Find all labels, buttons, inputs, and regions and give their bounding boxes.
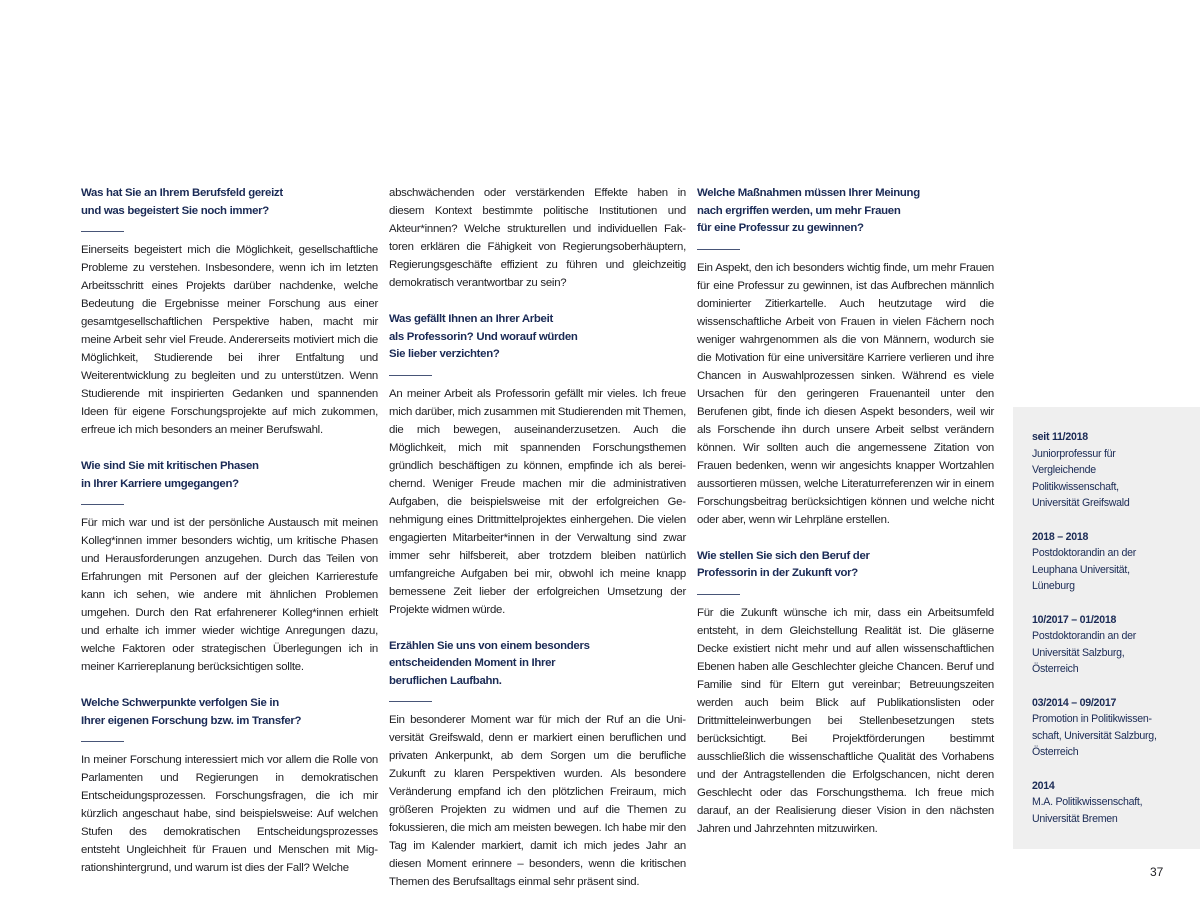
cv-line: Postdoktorandin an der [1032,547,1137,559]
question-heading: Was gefällt Ihnen an Ihrer Arbeit als Professorin? Und worauf würden Sie lieber verzichten? [389,313,578,360]
cv-line: Promotion in Politikwissen- [1032,713,1152,725]
cv-line: Politikwissenschaft, [1032,480,1119,493]
qa-block [389,638,686,892]
cv-line: Leuphana Universität, [1032,563,1130,576]
cv-date: 03/2014 – 09/2017 [1032,696,1117,709]
answer-paragraph: Ein Aspekt, den ich besonders wichtig finde, um mehr Frauen für eine Professur zu gewinnen, ist das Aufbrechen männlich dominierter Zitierkartelle. Auch heutzutage wird die wissenschaftliche Arbeit von Frauen in vielen Fächern noch weniger wahrgenommen als die von Männern, wodurch sie die Motivation für eine universitäre Karriere verlieren und ihre Chancen in Auswahlprozessen sinken. Während es viele Ursachen für den geringeren Frauenanteil unter den Berufenen gibt, finde ich diesen Aspekt besonders, weil wir als Forschende ihn durch unsere Arbeit selbst verändern können. Wir sollten auch die angemessene Zitation von Frauen bedenken, wenn wir angesichts knapper Wortzahlen aussortieren müssen, welche Literaturreferenzen wir in einem Forschungsbeitrag berücksichtigen können und welche nicht oder aber, wenn wir Lehrpläne erstellen. [697,261,994,526]
qa-block [81,185,378,439]
cv-line: M.A. Politikwissenschaft, [1032,796,1143,808]
divider-rule [81,504,124,505]
cv-line: Österreich [1032,663,1079,675]
divider-rule [389,375,432,376]
question-heading: Wie sind Sie mit kritischen Phasen in Ihrer Karriere umgegangen? [81,460,259,490]
cv-line: Universität Salzburg, [1032,646,1125,659]
question-heading: Wie stellen Sie sich den Beruf der Professorin in der Zukunft vor? [697,549,870,579]
column-2 [389,184,686,910]
column-1 [81,185,378,896]
cv-entry [1032,529,1192,595]
continued-paragraph: abschwächenden oder verstärkenden Effekte haben in diesem Kontext bestimmte politische Institutionen und Akteur*innen? Welche strukturellen und individuellen Faktoren erklären die Fähigkeit von Regierungsoberhäuptern, Regierungsgeschäfte effizient zu führen und gleichzeitig demokratisch verantwortbar zu sein? [389,187,686,289]
question-heading: Was hat Sie an Ihrem Berufsfeld gereizt und was begeistert Sie noch immer? [81,187,283,217]
qa-block [81,695,378,877]
cv-line: Österreich [1032,746,1079,758]
divider-rule [81,231,124,232]
page-number: 37 [1150,865,1164,879]
answer-paragraph: Ein besonderer Moment war für mich der Ruf an die Universität Greifswald, denn er markiert einen beruflichen und privaten Ankerpunkt, ab dem Sorgen um die berufliche Zukunft zu klaren Perspektiven wurden. Als besondere Veränderung empfand ich den plötzlichen Freiraum, mich größeren Projekten zu widmen und auf die Themen zu fokussieren, die mich am meisten bewegen. Ich habe mir den Tag im Kalender markiert, damit ich mich jedes Jahr an diesen Moment erinnere – besonders, wenn die kritischen Themen des Berufsalltags einmal sehr präsent sind. [389,714,686,888]
qa-block [81,458,378,676]
column-3 [697,185,994,857]
question-heading: Welche Maßnahmen müssen Ihrer Meinung nach ergriffen werden, um mehr Frauen für eine Professur zu gewinnen? [697,187,920,234]
answer-paragraph: Für mich war und ist der persönliche Austausch mit meinen Kolleg*innen immer besonders wichtig, um kritische Phasen und Herausforderungen anzugehen. Durch das Teilen von Erfahrungen mit Personen auf der gleichen Karrierestufe kann ich sehen, wie andere mit ähnlichen Problemen umgehen. Durch den Rat erfahrenerer Kolleg*innen erhielt und erhalte ich immer wieder wichtige Anregungen dazu, welche Faktoren oder strategischen Überlegungen ich in meiner Karriereplanung berücksichtigen sollte. [81,517,378,673]
cv-date: 2014 [1032,779,1055,792]
divider-rule [697,249,740,250]
cv-entry [1032,429,1192,512]
answer-paragraph: Für die Zukunft wünsche ich mir, dass ein Arbeitsumfeld entsteht, in dem Gleichstellung Realität ist. Die gläserne Decke existiert nicht mehr und auf allen wissenschaftlichen Ebenen haben alle Geschlechter gleiche Chancen. Beruf und Familie sind für Eltern gut vereinbar; Betreuungszeiten werden auch beim Blick auf Publikationslisten oder Drittmitteleinwerbungen bei Stellenbesetzungen stets berücksichtigt. Bei Projektförderungen bestimmt ausschließlich die wissenschaftliche Qualität des Vorhabens und der Antragstellenden die Erfolgschancen, nicht deren Geschlecht oder das Forschungsthema. Ich freue mich darauf, an der Realisierung dieser Vision in den nächsten Jahren und Jahrzehnten mitzuwirken. [697,606,994,835]
cv-line: Lüneburg [1032,580,1075,592]
answer-paragraph: In meiner Forschung interessiert mich vor allem die Rolle von Parlamenten und Regierungen in demokratischen Entscheidungsprozessen. Forschungsfragen, die ich mir kürzlich angeschaut habe, sind beispielsweise: Auf welchen Stufen des demokratischen Entscheidungsprozesses entsteht Ungleichheit für Frauen und Menschen mit Migrationshintergrund, und warum ist dies der Fall? Welche [81,754,378,874]
cv-line: Vergleichende [1032,464,1096,476]
cv-line: schaft, Universität Salzburg, [1032,729,1157,742]
cv-date: 2018 – 2018 [1032,530,1089,543]
cv-entry [1032,695,1192,761]
question-heading: Welche Schwerpunkte verfolgen Sie in Ihrer eigenen Forschung bzw. im Transfer? [81,697,302,727]
answer-paragraph: Einerseits begeistert mich die Möglichkeit, gesellschaftliche Probleme zu verstehen. Insbesondere, wenn ich im letzten Arbeitsschritt eines Projekts darüber nachdenke, welche Bedeutung die Ergebnisse meiner Forschung aus einer gesamtgesellschaftlichen Perspektive haben, macht mir meine Arbeit sehr viel Freude. Andererseits motiviert mich die Möglichkeit, Studierende bei ihrer Entfaltung und Weiterentwicklung zu begleiten und zu unterstützen. Wenn Studierende mit inspirierten Gedanken und spannenden Ideen für eigene Forschungsprojekte auf mich zukommen, erfreue ich mich besonders an meiner Berufswahl. [81,244,378,436]
cv-line: Universität Greifswald [1032,497,1130,509]
divider-rule [697,594,740,595]
cv-line: Postdoktorandin an der [1032,630,1137,642]
answer-paragraph: An meiner Arbeit als Professorin gefällt mir vieles. Ich freue mich darüber, mich zusammen mit Studierenden mit Themen, die mich bewegen, auseinanderzusetzen. Auch die Möglichkeit, mich mit spannenden Forschungsthemen gründlich beschäftigen zu können, empfinde ich als bereichernd. Weniger Freude machen mir die administrativen Aufgaben, die beispielsweise mit der erfolgreichen Genehmigung eines Drittmittelprojektes einhergehen. Die vielen engagierten Mitarbeiter*innen in der Verwaltung sind zwar immer sehr hilfsbereit, aber trotzdem bleiben natürlich umfangreiche Aufgaben bei mir, obwohl ich meine knapp bemessene Zeit lieber der erfolgreichen Umsetzung der Projekte widmen würde. [389,387,686,616]
divider-rule [81,741,124,742]
cv-line: Juniorprofessur für [1032,447,1116,460]
qa-block [389,311,686,619]
divider-rule [389,701,432,702]
question-heading: Erzählen Sie uns von einem besonders entscheidenden Moment in Ihrer beruflichen Laufbahn. [389,639,590,687]
cv-entry [1032,778,1192,828]
cv-sidebar [1032,429,1192,844]
cv-line: Universität Bremen [1032,812,1118,825]
qa-block [697,548,994,838]
cv-date: seit 11/2018 [1032,431,1088,443]
qa-block [697,185,994,529]
cv-date: 10/2017 – 01/2018 [1032,613,1117,626]
cv-entry [1032,612,1192,678]
